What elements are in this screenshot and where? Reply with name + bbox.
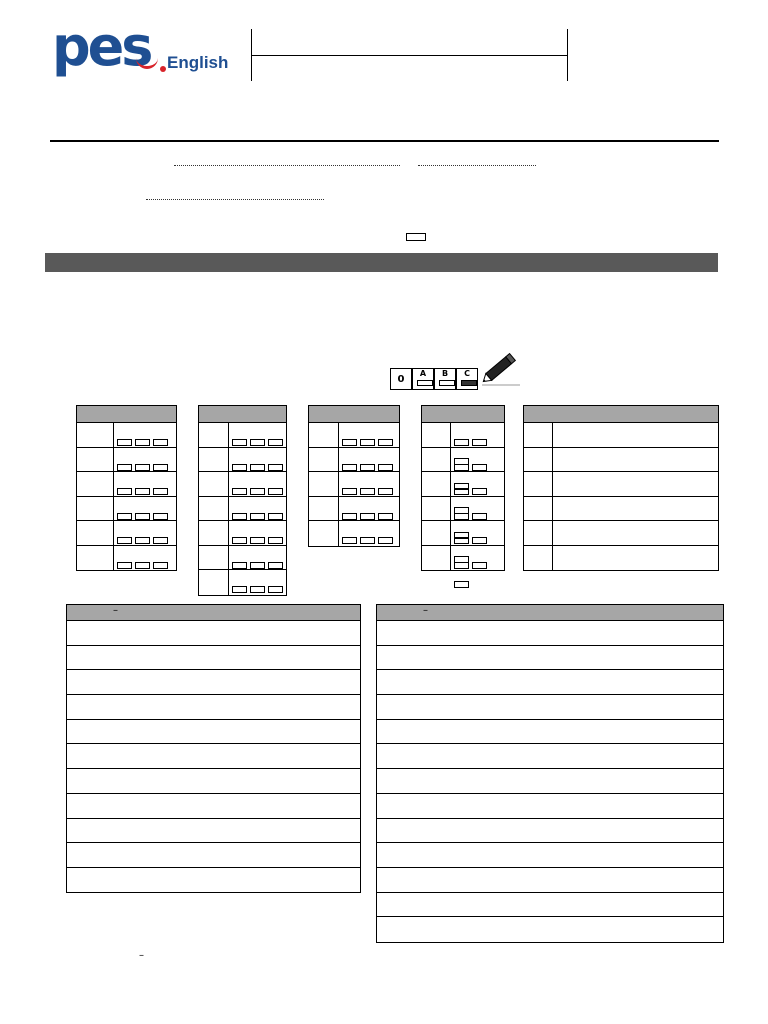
- answer-option-box[interactable]: [232, 537, 247, 544]
- writing-left-line[interactable]: [67, 670, 360, 695]
- answer-option-box[interactable]: [360, 439, 375, 446]
- writing-right-line[interactable]: [377, 769, 723, 794]
- question-number-cell: [199, 448, 229, 472]
- answer-option-box[interactable]: [250, 586, 265, 593]
- logo-text: pes: [52, 15, 151, 78]
- answer-option-box[interactable]: [232, 488, 247, 495]
- question-number-cell: [309, 497, 339, 521]
- answer-option-box[interactable]: [135, 488, 150, 495]
- grid-4-row: [422, 448, 504, 473]
- grid-1-row: [77, 423, 176, 448]
- answer-option-box[interactable]: [153, 464, 168, 471]
- answer-option-box[interactable]: [232, 562, 247, 569]
- answer-option-box[interactable]: [250, 562, 265, 569]
- answer-option-box[interactable]: [135, 464, 150, 471]
- answer-option-box[interactable]: [268, 537, 283, 544]
- grid-1-row: [77, 521, 176, 546]
- sample-label-a: A: [419, 369, 427, 378]
- answer-option-box[interactable]: [378, 488, 393, 495]
- answer-option-box[interactable]: [360, 464, 375, 471]
- answer-option-box[interactable]: [135, 513, 150, 520]
- question-number-cell: [77, 448, 114, 472]
- grid-2-row: [199, 497, 286, 522]
- sample-cell-c: [456, 368, 478, 390]
- answer-option-box[interactable]: [454, 488, 469, 495]
- grid-1-header: [77, 406, 176, 423]
- answer-option-box[interactable]: [268, 562, 283, 569]
- question-number-cell: [422, 546, 451, 571]
- writing-table-right: [376, 604, 724, 943]
- grid-5-write-row[interactable]: [524, 448, 718, 473]
- writing-left-line[interactable]: [67, 621, 360, 646]
- logo-subtext: English: [167, 53, 229, 72]
- grid-2-row: [199, 472, 286, 497]
- grid-3-header: [309, 406, 399, 423]
- answer-option-box[interactable]: [153, 562, 168, 569]
- answer-grid-4: [421, 405, 505, 571]
- answer-option-box[interactable]: [153, 537, 168, 544]
- grid-2-row: [199, 570, 286, 595]
- grid-2-row: [199, 546, 286, 571]
- question-number-cell: [309, 423, 339, 447]
- answer-option-box[interactable]: [472, 537, 487, 544]
- header-rule: [50, 140, 719, 142]
- pencil-icon: [478, 351, 520, 387]
- question-number-cell: [524, 472, 553, 496]
- sample-cell-b: [434, 368, 456, 390]
- answer-option-box[interactable]: [378, 537, 393, 544]
- answer-option-box[interactable]: [342, 464, 357, 471]
- question-number-cell: [77, 497, 114, 521]
- answer-option-box[interactable]: [472, 439, 487, 446]
- answer-option-box[interactable]: [342, 439, 357, 446]
- answer-option-box[interactable]: [472, 488, 487, 495]
- answer-option-box[interactable]: [454, 513, 469, 520]
- grid-4-header: [422, 406, 504, 423]
- answer-option-box[interactable]: [153, 439, 168, 446]
- answer-option-box[interactable]: [268, 488, 283, 495]
- question-number-cell: [422, 521, 451, 545]
- answer-option-box[interactable]: [268, 439, 283, 446]
- writing-right-line[interactable]: [377, 695, 723, 720]
- grid-1-row: [77, 472, 176, 497]
- question-number-cell: [524, 423, 553, 447]
- question-number-cell: [199, 497, 229, 521]
- writing-right-line[interactable]: [377, 893, 723, 918]
- name-field[interactable]: [174, 164, 400, 166]
- answer-options: [117, 554, 171, 573]
- writing-right-line[interactable]: [377, 917, 723, 942]
- writing-left-line[interactable]: [67, 868, 360, 893]
- answer-option-box[interactable]: [250, 513, 265, 520]
- answer-option-box[interactable]: [232, 439, 247, 446]
- writing-table-left: [66, 604, 361, 893]
- answer-option-box[interactable]: [135, 537, 150, 544]
- writing-right-line[interactable]: [377, 819, 723, 844]
- grid-1-row: [77, 448, 176, 473]
- answer-option-box[interactable]: [117, 464, 132, 471]
- question-number-cell: [422, 448, 451, 472]
- grid-3-row: [309, 497, 399, 522]
- answer-option-box[interactable]: [378, 464, 393, 471]
- writing-right-line[interactable]: [377, 744, 723, 769]
- logo-dot-icon: [160, 66, 166, 72]
- question-number-cell: [309, 448, 339, 472]
- question-number-cell: [77, 546, 114, 571]
- answer-option-box[interactable]: [232, 464, 247, 471]
- answer-option-box[interactable]: [378, 513, 393, 520]
- answer-grid-3: [308, 405, 400, 547]
- question-number-cell: [309, 472, 339, 496]
- grid-3-row: [309, 423, 399, 448]
- question-number-cell: [524, 448, 553, 472]
- question-number-cell: [422, 423, 451, 447]
- answer-option-box[interactable]: [268, 586, 283, 593]
- answer-option-box[interactable]: [454, 439, 469, 446]
- writing-right-line[interactable]: [377, 843, 723, 868]
- number-field[interactable]: [418, 164, 536, 166]
- answer-option-box[interactable]: [232, 586, 247, 593]
- question-number-cell: [199, 546, 229, 570]
- answer-option-box[interactable]: [342, 488, 357, 495]
- answer-grid-5: [523, 405, 719, 571]
- answer-option-box[interactable]: [454, 537, 469, 544]
- answer-option-box[interactable]: [454, 562, 469, 569]
- grid-5-write-row[interactable]: [524, 497, 718, 522]
- writing-right-line[interactable]: [377, 621, 723, 646]
- answer-option-box[interactable]: [232, 513, 247, 520]
- answer-option-box[interactable]: [250, 488, 265, 495]
- sample-box-a: [417, 380, 433, 386]
- grid-4-row: [422, 521, 504, 546]
- writing-left-line[interactable]: [67, 646, 360, 671]
- question-number-cell: [77, 472, 114, 496]
- answer-options: [342, 529, 396, 548]
- answer-option-box[interactable]: [153, 513, 168, 520]
- grid-2-row: [199, 521, 286, 546]
- writing-left-line[interactable]: [67, 843, 360, 868]
- answer-option-box[interactable]: [454, 464, 469, 471]
- pes-english-logo: [52, 15, 242, 88]
- sample-box-b: [439, 380, 455, 386]
- sample-label-0: 0: [397, 374, 405, 385]
- answer-option-box[interactable]: [342, 513, 357, 520]
- answer-grid-2: [198, 405, 287, 596]
- question-number-cell: [77, 423, 114, 447]
- grid-5-header: [524, 406, 718, 423]
- grid-4-row: [422, 472, 504, 497]
- writing-right-line[interactable]: [377, 868, 723, 893]
- answer-option-box[interactable]: [117, 537, 132, 544]
- question-number-cell: [199, 472, 229, 496]
- section-bar: [45, 253, 718, 272]
- answer-option-box[interactable]: [250, 464, 265, 471]
- question-number-cell: [309, 521, 339, 546]
- sample-cell-0: [390, 368, 412, 390]
- grid-2-header: [199, 406, 286, 423]
- question-number-cell: [422, 497, 451, 521]
- grid-1-row: [77, 546, 176, 571]
- writing-left-line[interactable]: [67, 744, 360, 769]
- writing-left-line[interactable]: [67, 720, 360, 745]
- answer-option-box[interactable]: [360, 488, 375, 495]
- answer-option-box[interactable]: [360, 513, 375, 520]
- writing-right-line[interactable]: [377, 646, 723, 671]
- question-number-cell: [199, 521, 229, 545]
- answer-option-box[interactable]: [268, 464, 283, 471]
- grid-5-write-row[interactable]: [524, 546, 718, 571]
- writing-right-line[interactable]: [377, 720, 723, 745]
- answer-option-box[interactable]: [117, 488, 132, 495]
- grid-1-row: [77, 497, 176, 522]
- question-number-cell: [199, 423, 229, 447]
- grid-4-row: [422, 423, 504, 448]
- grid-3-row: [309, 472, 399, 497]
- writing-left-header: –: [67, 605, 360, 621]
- question-number-cell: [199, 570, 229, 595]
- grid-3-row: [309, 448, 399, 473]
- question-number-cell: [524, 497, 553, 521]
- answer-option-box[interactable]: [135, 562, 150, 569]
- example-checkbox[interactable]: [406, 233, 426, 241]
- answer-option-box[interactable]: [117, 439, 132, 446]
- answer-option-box[interactable]: [472, 464, 487, 471]
- answer-option-box[interactable]: [378, 439, 393, 446]
- grid-2-row: [199, 423, 286, 448]
- writing-left-line[interactable]: [67, 794, 360, 819]
- writing-left-line[interactable]: [67, 695, 360, 720]
- answer-option-box[interactable]: [135, 439, 150, 446]
- writing-left-line[interactable]: [67, 819, 360, 844]
- answer-option-box[interactable]: [250, 537, 265, 544]
- writing-right-header: –: [377, 605, 723, 621]
- writing-right-line[interactable]: [377, 794, 723, 819]
- grid-5-write-row[interactable]: [524, 472, 718, 497]
- answer-option-box[interactable]: [250, 439, 265, 446]
- grid-4-row: [422, 546, 504, 571]
- answer-option-box[interactable]: [342, 537, 357, 544]
- centre-field[interactable]: [146, 198, 324, 200]
- sample-cell-a: [412, 368, 434, 390]
- header-name-line: [251, 55, 568, 56]
- answer-option-box[interactable]: [117, 562, 132, 569]
- answer-grid-1: [76, 405, 177, 571]
- grid-2-row: [199, 448, 286, 473]
- writing-right-line[interactable]: [377, 670, 723, 695]
- writing-left-line[interactable]: [67, 769, 360, 794]
- answer-options: [454, 554, 504, 592]
- question-number-cell: [77, 521, 114, 545]
- question-number-cell: [524, 521, 553, 545]
- grid-4-row: [422, 497, 504, 522]
- answer-option-box[interactable]: [268, 513, 283, 520]
- answer-option-box[interactable]: [472, 562, 487, 569]
- sample-box-c-filled: [461, 380, 477, 386]
- answer-option-box[interactable]: [360, 537, 375, 544]
- footer-mark: –: [139, 950, 144, 961]
- question-number-cell: [524, 546, 553, 571]
- answer-options: [232, 578, 286, 597]
- grid-5-write-row[interactable]: [524, 423, 718, 448]
- answer-option-box[interactable]: [454, 581, 469, 588]
- answer-option-box[interactable]: [472, 513, 487, 520]
- answer-option-box[interactable]: [153, 488, 168, 495]
- grid-3-row: [309, 521, 399, 546]
- grid-5-write-row[interactable]: [524, 521, 718, 546]
- sample-label-b: B: [441, 369, 449, 378]
- sample-label-c: C: [464, 369, 470, 378]
- answer-option-box[interactable]: [117, 513, 132, 520]
- question-number-cell: [422, 472, 451, 496]
